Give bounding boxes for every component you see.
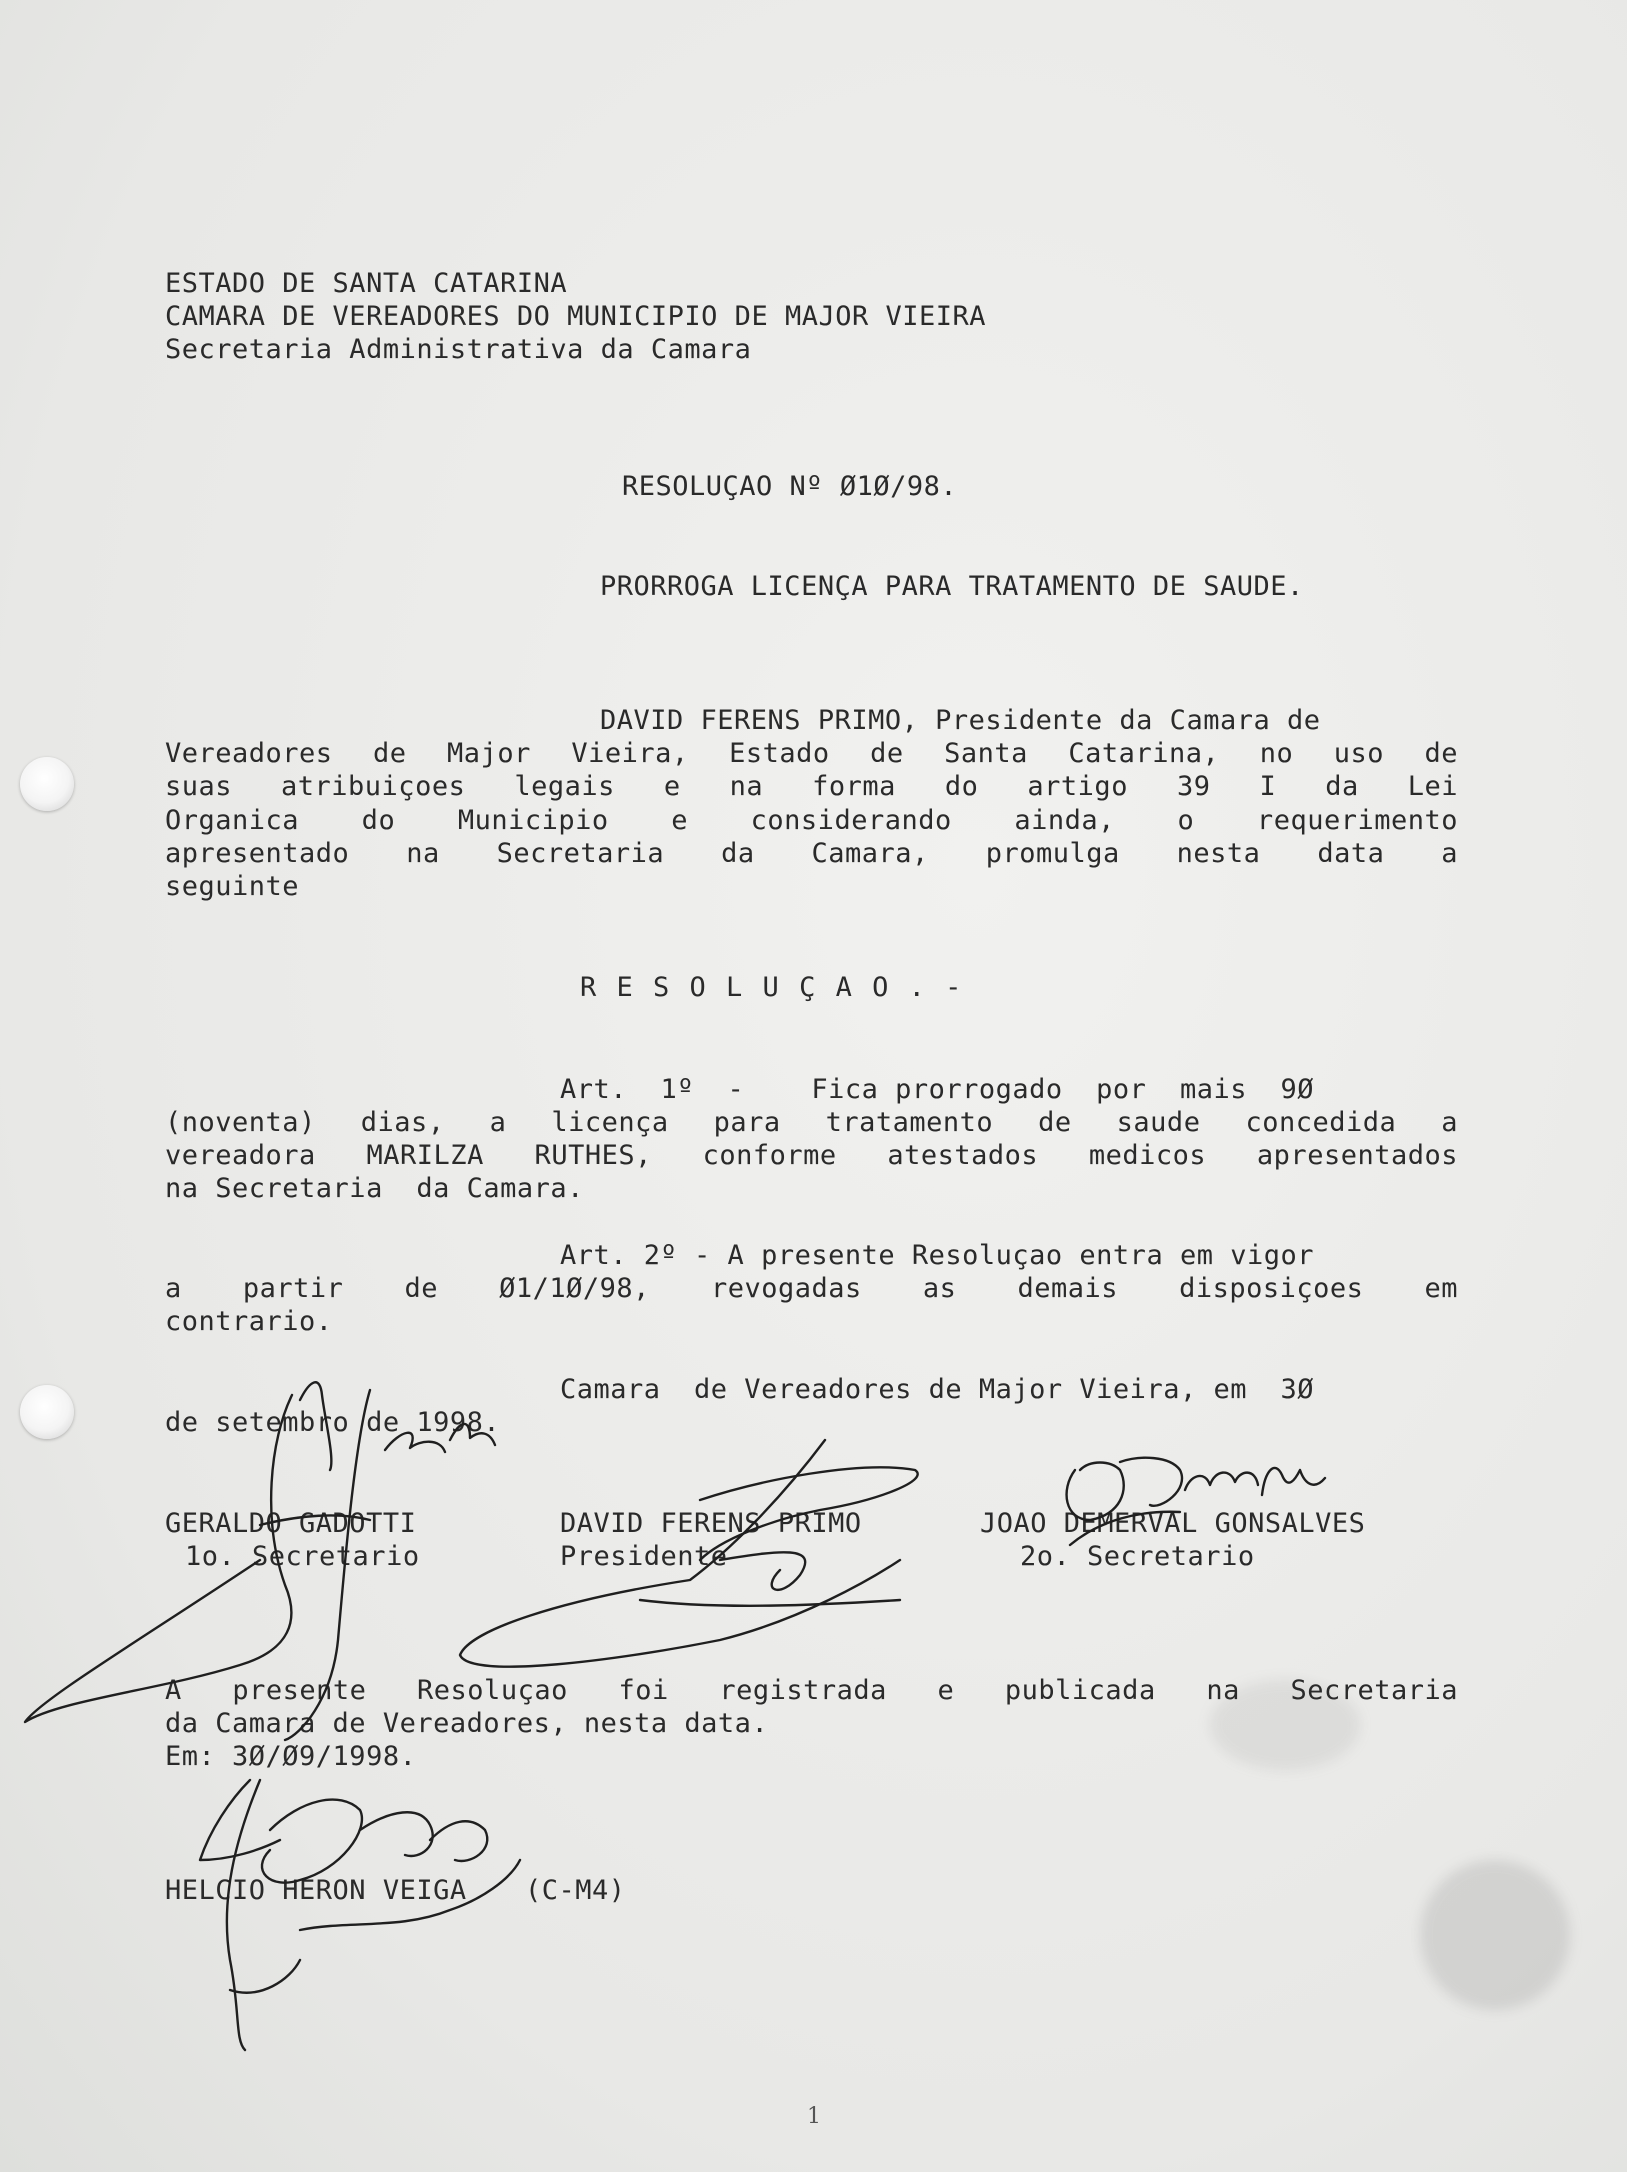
closing-line: Camara de Vereadores de Major Vieira, em 3Ø	[560, 1374, 1314, 1405]
resolution-number: RESOLUÇAO Nº Ø1Ø/98.	[622, 471, 958, 502]
article-2-line: a partir de Ø1/1Ø/98, revogadas as demais disposiçoes em	[165, 1273, 1458, 1304]
preamble-line: apresentado na Secretaria da Camara, promulga nesta data a	[165, 838, 1458, 869]
article-1-line: na Secretaria da Camara.	[165, 1173, 584, 1204]
signatory-role: 1o. Secretario	[185, 1541, 420, 1572]
signatory-role: Presidente	[560, 1541, 728, 1572]
article-2-line: contrario.	[165, 1306, 333, 1337]
article-2-line: Art. 2º - A presente Resoluçao entra em vigor	[560, 1240, 1314, 1271]
page-number: 1	[807, 2104, 821, 2129]
registration-line: da Camara de Vereadores, nesta data.	[165, 1708, 769, 1739]
article-1-line: (noventa) dias, a licença para tratamento de saude concedida a	[165, 1107, 1458, 1138]
header-state: ESTADO DE SANTA CATARINA	[165, 268, 568, 299]
preamble-line: DAVID FERENS PRIMO, Presidente da Camara de	[600, 705, 1321, 736]
signature-geraldo-gadotti	[25, 1382, 495, 1740]
signatory-name: GERALDO GADOTTI	[165, 1508, 417, 1539]
closing-date: de setembro de 1998.	[165, 1407, 501, 1438]
registrar-name: HELCIO HERON VEIGA	[165, 1875, 467, 1906]
resolution-heading: R E S O L U Ç A O . -	[580, 972, 964, 1003]
preamble-line: Vereadores de Major Vieira, Estado de Santa Catarina, no uso de	[165, 738, 1458, 769]
preamble-line: Organica do Municipio e considerando ainda, o requerimento	[165, 805, 1458, 836]
preamble-line: suas atribuiçoes legais e na forma do artigo 39 I da Lei	[165, 771, 1458, 802]
preamble-line: seguinte	[165, 871, 300, 902]
signatory-name: DAVID FERENS PRIMO	[560, 1508, 862, 1539]
article-1-line: Art. 1º - Fica prorrogado por mais 9Ø	[560, 1074, 1314, 1105]
signature-david-ferens-primo	[460, 1440, 918, 1667]
resolution-subject: PRORROGA LICENÇA PARA TRATAMENTO DE SAUDE.	[600, 571, 1304, 602]
signature-joao-demerval-gonsalves	[1067, 1458, 1325, 1545]
registration-date: Em: 3Ø/Ø9/1998.	[165, 1741, 417, 1772]
registrar-code: (C-M4)	[525, 1875, 626, 1906]
article-1-line: vereadora MARILZA RUTHES, conforme atestados medicos apresentados	[165, 1140, 1458, 1171]
signature-helcio-heron-veiga	[200, 1780, 520, 2050]
header-secretariat: Secretaria Administrativa da Camara	[165, 334, 752, 365]
registration-line: A presente Resoluçao foi registrada e publicada na Secretaria	[165, 1675, 1458, 1706]
signatory-role: 2o. Secretario	[1020, 1541, 1255, 1572]
header-chamber: CAMARA DE VEREADORES DO MUNICIPIO DE MAJOR VIEIRA	[165, 301, 987, 332]
signatory-name: JOAO DEMERVAL GONSALVES	[980, 1508, 1366, 1539]
